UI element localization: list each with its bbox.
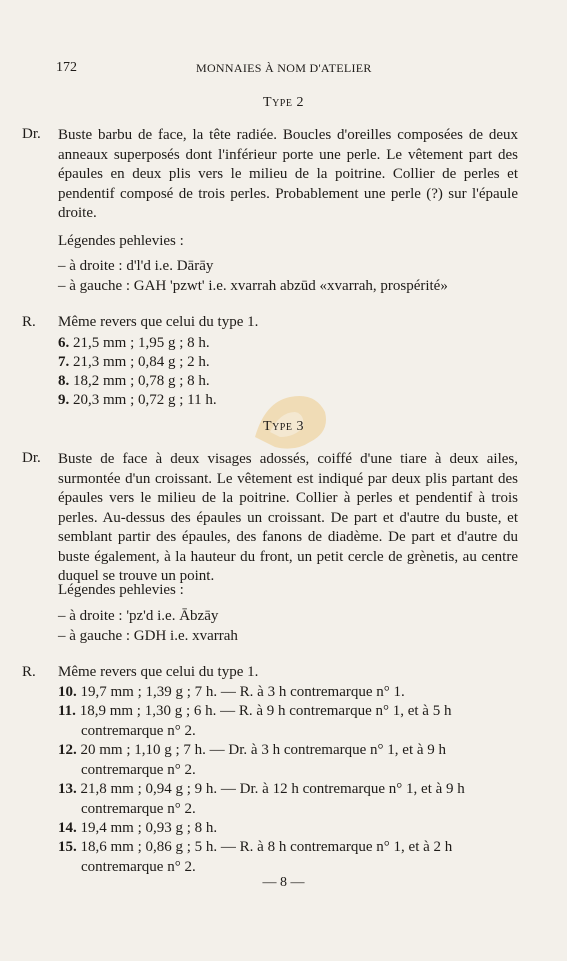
catalogue-entry: 15. 18,6 mm ; 0,86 g ; 5 h. — R. à 8 h contremarque n° 1, et à 2 h contremarque n° 2. [58,839,453,875]
running-header [56,60,511,78]
catalogue-entry: 14. 19,4 mm ; 0,93 g ; 8 h. [58,820,218,836]
catalogue-entry: 8. 18,2 mm ; 0,78 g ; 8 h. [58,373,210,389]
type-3-reverse-description: Même revers que celui du type 1. [58,664,259,680]
type-2-obverse-label: Dr. [22,126,41,142]
type-2-legend-left: – à gauche : GAH 'pzwt' i.e. xvarrah abzūd «xvarrah, prospérité» [58,278,448,294]
type-2-heading: Type 2 [263,95,304,110]
page-number: 172 [56,60,77,75]
type-3-legends-title: Légendes pehlevies : [58,582,184,598]
catalogue-entry: 6. 21,5 mm ; 1,95 g ; 8 h. [58,335,210,351]
type-3-obverse-description: Buste de face à deux visages adossés, coiffé d'une tiare à deux ailes, surmontée d'un croissant. Le vêtement est indiqué par deux plis partant des épaules vers le milieu de la poitrine. Collier à perles et pendentif à trois perles. Au-dessus des épaules un croissant. De part et d'autre du buste, et semblant partir des épaules, des fanons de diadème. De part et d'autre du buste également, à la hauteur du front, un petit cercle de grènetis, au centre duquel se trouve un point. [58,451,518,584]
type-2-reverse-label: R. [22,314,36,330]
catalogue-entry: 9. 20,3 mm ; 0,72 g ; 11 h. [58,392,217,408]
type-2-legend-right: – à droite : d'l'd i.e. Dārāy [58,258,214,274]
type-2-obverse-description: Buste barbu de face, la tête radiée. Boucles d'oreilles composées de deux anneaux superposés dont l'inférieur porte une perle. Le vêtement part des épaules en deux plis vers le milieu de la poitrine. Collier de perles et pendentif composé de trois perles. Probablement une perle (?) sur l'épaule droite. [58,127,518,221]
type-3-legend-right: – à droite : 'pz'd i.e. Ābzāy [58,608,219,624]
page-footer-folio: — 8 — [262,875,305,890]
type-3-obverse-label: Dr. [22,450,41,466]
running-title: MONNAIES À NOM D'ATELIER [196,61,372,75]
type-3-legend-left: – à gauche : GDH i.e. xvarrah [58,628,238,644]
type-3-reverse-label: R. [22,664,36,680]
type-2-reverse-description: Même revers que celui du type 1. [58,314,259,330]
type-2-legends-title: Légendes pehlevies : [58,233,184,249]
catalogue-entry: 11. 18,9 mm ; 1,30 g ; 6 h. — R. à 9 h contremarque n° 1, et à 5 h contremarque n° 2. [58,703,452,739]
catalogue-entry: 7. 21,3 mm ; 0,84 g ; 2 h. [58,354,210,370]
catalogue-entry: 13. 21,8 mm ; 0,94 g ; 9 h. — Dr. à 12 h contremarque n° 1, et à 9 h contremarque n° 2. [58,781,465,817]
catalogue-entry: 10. 19,7 mm ; 1,39 g ; 7 h. — R. à 3 h contremarque n° 1. [58,684,405,700]
catalogue-entry: 12. 20 mm ; 1,10 g ; 7 h. — Dr. à 3 h contremarque n° 1, et à 9 h contremarque n° 2. [58,742,447,778]
type-3-heading: Type 3 [263,419,304,434]
